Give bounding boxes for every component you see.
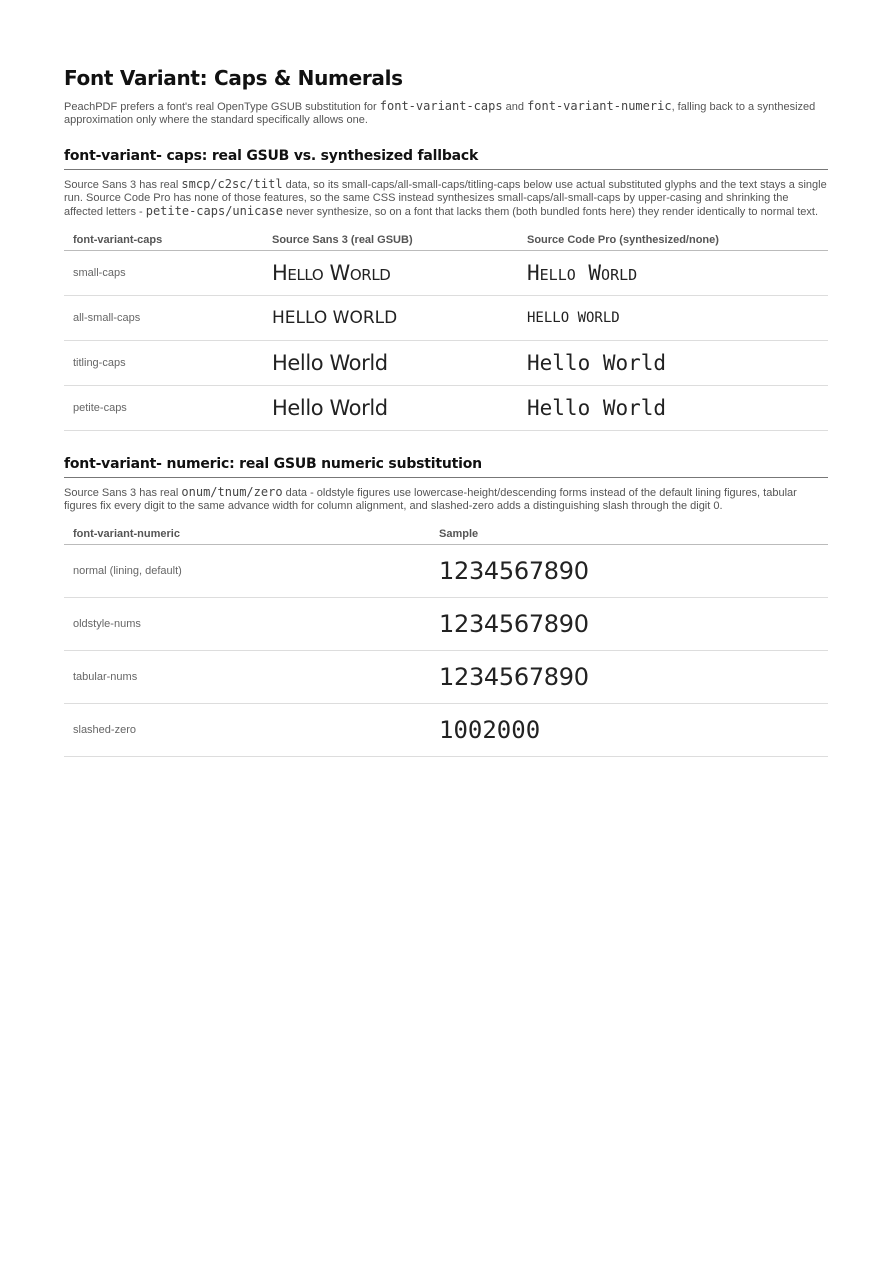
table-row [64,545,828,598]
page [64,64,828,757]
numeric-sample: 1234567890 [430,598,828,651]
numeric-sample: 1234567890 [430,545,828,598]
table-row [64,251,828,296]
row-label: petite-caps [64,386,263,431]
page-title: Font Variant: Caps & Numerals [64,66,403,90]
intro-text: PeachPDF prefers a font's real OpenType GSUB substitution for [64,101,380,113]
caps-table [64,230,828,431]
row-label: titling-caps [64,341,263,386]
numeric-table [64,524,828,757]
sample-sans: Hello World [263,251,518,296]
sample-sans: Hello World [263,386,518,431]
caps-table-header [64,230,828,251]
intro-code-caps: font-variant-caps [379,99,503,113]
row-label: oldstyle-nums [64,598,430,651]
row-label: all-small-caps [64,296,263,341]
caps-desc-code: petite-caps/unicase [145,204,284,218]
table-row [64,296,828,341]
sample-mono: HELLO WORLD [518,296,828,341]
row-label: small-caps [64,251,263,296]
intro-paragraph [64,100,828,127]
numeric-sample: 1234567890 [430,651,828,704]
caps-description [64,178,828,219]
column-header: font-variant-numeric [64,524,430,545]
numeric-section-heading: font-variant- numeric: real GSUB numeric substitution [64,454,828,478]
table-row [64,651,828,704]
sample-mono: Hello World [518,341,828,386]
caps-desc-text: data, so its small-caps/all-small-caps/titling-caps below use actual substituted glyphs and the text stays a single run. Source Code Pro has none of those features, so the same CSS instead synthesizes small-caps/all-small-caps by upper-casing and shrinking the affected letters - [64,179,827,218]
intro-code-numeric: font-variant-numeric [527,99,672,113]
table-row [64,341,828,386]
numeric-sample: 1002000 [430,704,828,757]
caps-desc-code: smcp/c2sc/titl [181,177,283,191]
row-label: slashed-zero [64,704,430,757]
sample-sans: HELLO WORLD [263,296,518,341]
table-row [64,386,828,431]
sample-mono: Hello World [518,386,828,431]
numeric-desc-text: data - oldstyle figures use lowercase-height/descending forms instead of the default lining figures, tabular figures fix every digit to the same advance width for column alignment, and slashed-zero adds a distinguishing slash through the digit 0. [64,487,797,512]
row-label: tabular-nums [64,651,430,704]
column-header: font-variant-caps [64,230,263,251]
table-row [64,598,828,651]
sample-sans: Hello World [263,341,518,386]
sample-mono: Hello World [518,251,828,296]
numeric-description [64,486,828,513]
column-header: Sample [430,524,828,545]
caps-section-heading: font-variant- caps: real GSUB vs. synthesized fallback [64,146,828,170]
numeric-table-header [64,524,828,545]
numeric-desc-text: Source Sans 3 has real [64,487,182,499]
caps-desc-text: never synthesize, so on a font that lacks them (both bundled fonts here) they render identically to normal text. [283,206,819,218]
caps-desc-text: Source Sans 3 has real [64,179,182,191]
intro-text: and [502,101,528,113]
column-header: Source Sans 3 (real GSUB) [263,230,518,251]
intro-text: , falling back to a synthesized approximation only where the standard specifically allows one. [64,101,816,126]
row-label: normal (lining, default) [64,545,430,598]
numeric-desc-code: onum/tnum/zero [181,485,283,499]
table-row [64,704,828,757]
column-header: Source Code Pro (synthesized/none) [518,230,828,251]
